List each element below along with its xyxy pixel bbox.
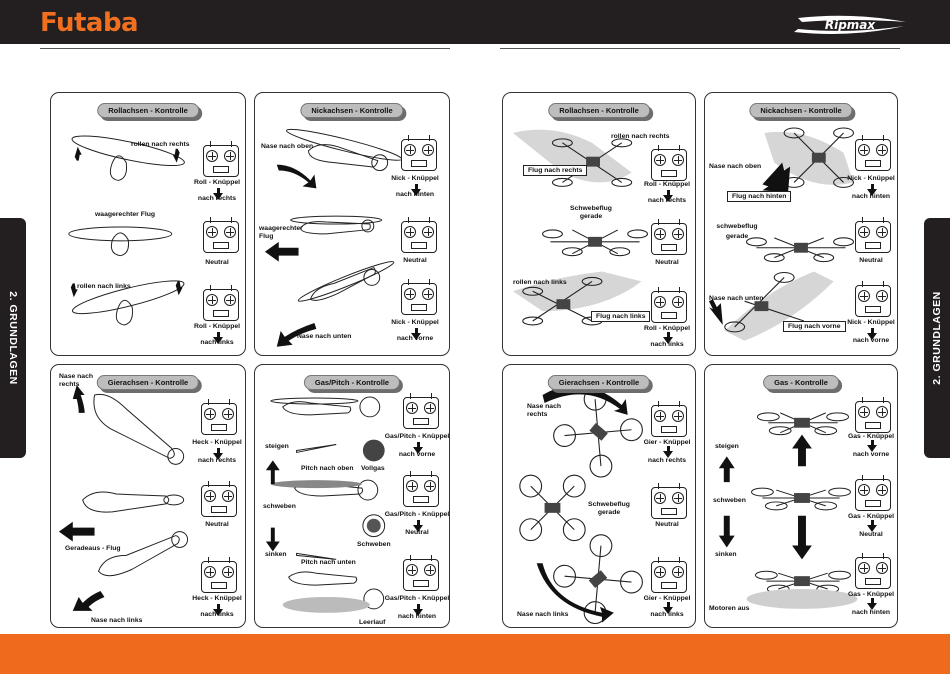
label-nose-down: Nase nach unten <box>297 333 352 340</box>
stick-direction: nach links <box>200 339 234 346</box>
stick-label: Roll - Knüppel <box>193 323 241 330</box>
label-level-flight: waagerechter Flug <box>95 211 156 218</box>
stick-label: Gas/Pitch - Knüppel <box>384 511 450 518</box>
stick-direction: nach vorne <box>852 451 890 458</box>
side-tab-right-label: 2. GRUNDLAGEN <box>931 291 943 385</box>
label-nose-up: Nase nach oben <box>709 163 762 170</box>
panel-heli-roll <box>50 92 246 356</box>
rule-right <box>500 48 900 49</box>
label-nose-up: Nase nach oben <box>261 143 314 150</box>
label-nose-right: Nase nach <box>59 373 94 380</box>
label-hover: schweben <box>263 503 296 510</box>
stick-direction: nach rechts <box>647 197 687 204</box>
label-roll-left: rollen nach links <box>513 279 567 286</box>
transmitter-icon <box>651 561 687 593</box>
panel-heli-throttle <box>254 364 450 628</box>
label-hover-throttle: Schweben <box>357 541 391 548</box>
stick-direction: nach links <box>650 611 684 618</box>
label-full-throttle: Vollgas <box>361 465 385 472</box>
panel-title: Gas/Pitch - Kontrolle <box>304 375 400 390</box>
side-tab-left-label: 2. GRUNDLAGEN <box>7 291 19 385</box>
panel-drone-throttle <box>704 364 898 628</box>
transmitter-icon <box>201 561 237 593</box>
panel-title: Rollachsen - Kontrolle <box>97 103 199 118</box>
panel-title: Nickachsen - Kontrolle <box>749 103 852 118</box>
stick-label: Roll - Knüppel <box>193 179 241 186</box>
stick-label: Nick - Knüppel <box>391 319 439 326</box>
transmitter-icon <box>855 139 891 171</box>
stick-direction: nach links <box>650 341 684 348</box>
stick-label: Gas/Pitch - Knüppel <box>384 595 450 602</box>
transmitter-icon <box>855 401 891 433</box>
label-idle: Leerlauf <box>359 619 386 626</box>
ripmax-logo-text: Ripmax <box>824 18 876 32</box>
label-hover: schweben <box>713 497 746 504</box>
label-hover-straight: Schwebeflug <box>570 205 612 212</box>
transmitter-icon <box>855 479 891 511</box>
label-hover-straight-2: gerade <box>579 213 603 220</box>
transmitter-icon <box>855 285 891 317</box>
label-pitch-down: Pitch nach unten <box>301 559 356 566</box>
transmitter-icon <box>203 221 239 253</box>
stick-direction: Neutral <box>859 531 883 538</box>
panel-drone-pitch <box>704 92 898 356</box>
panel-title: Gierachsen - Kontrolle <box>548 375 650 390</box>
stick-label: Gas - Knüppel <box>847 433 895 440</box>
transmitter-icon <box>403 559 439 591</box>
label-hover-straight-2: gerade <box>725 233 749 240</box>
transmitter-icon <box>855 221 891 253</box>
label-flight-right: Flug nach rechts <box>523 165 587 176</box>
stick-label: Gas/Pitch - Knüppel <box>384 433 450 440</box>
panel-drone-roll <box>502 92 696 356</box>
transmitter-icon <box>651 487 687 519</box>
label-flight-forward: Flug nach vorne <box>783 321 846 332</box>
stick-label: Neutral <box>859 257 883 264</box>
transmitter-icon <box>403 475 439 507</box>
label-level-flight-2: Flug <box>259 233 274 240</box>
stick-label: Neutral <box>205 259 229 266</box>
stick-direction: nach rechts <box>197 457 237 464</box>
panel-heli-pitch <box>254 92 450 356</box>
label-hover-straight: schwebeflug <box>716 223 758 230</box>
stick-label: Neutral <box>655 521 679 528</box>
transmitter-icon <box>401 283 437 315</box>
label-flight-back: Flug nach hinten <box>727 191 791 202</box>
label-roll-right: rollen nach rechts <box>611 133 670 140</box>
stick-label: Gier - Knüppel <box>643 595 691 602</box>
label-motors-off: Motoren aus <box>709 605 750 612</box>
label-descend: sinken <box>265 551 287 558</box>
transmitter-icon <box>201 403 237 435</box>
label-pitch-up: Pitch nach oben <box>301 465 354 472</box>
footer-bar <box>0 634 950 674</box>
rule-left <box>40 48 450 49</box>
ripmax-logo <box>792 14 910 36</box>
label-nose-right: Nase nach <box>527 403 562 410</box>
stick-label: Heck - Knüppel <box>192 595 242 602</box>
label-nose-right-2: rechts <box>527 411 548 418</box>
label-nose-down: Nase nach unten <box>709 295 764 302</box>
label-nose-right-2: rechts <box>59 381 80 388</box>
label-nose-left: Nase nach links <box>517 611 569 618</box>
stick-label: Gas - Knüppel <box>847 513 895 520</box>
transmitter-icon <box>651 149 687 181</box>
header-bar <box>0 0 950 44</box>
futaba-logo: Futaba <box>40 8 139 38</box>
label-roll-left: rollen nach links <box>77 283 131 290</box>
stick-direction: nach vorne <box>852 337 890 344</box>
transmitter-icon <box>401 221 437 253</box>
stick-label: Gas - Knüppel <box>847 591 895 598</box>
stick-label: Neutral <box>655 259 679 266</box>
stick-label: Nick - Knüppel <box>847 319 895 326</box>
label-roll-right: rollen nach rechts <box>131 141 190 148</box>
label-straight-flight: Geradeaus - Flug <box>65 545 121 552</box>
stick-label: Heck - Knüppel <box>192 439 242 446</box>
label-hover-straight-2: gerade <box>597 509 621 516</box>
label-hover-straight: Schwebeflug <box>588 501 630 508</box>
stick-direction: nach links <box>200 611 234 618</box>
stick-label: Roll - Knüppel <box>643 181 691 188</box>
panel-drone-yaw <box>502 364 696 628</box>
transmitter-icon <box>201 485 237 517</box>
label-level-flight: waagerechter <box>259 225 303 232</box>
stick-label: Neutral <box>205 521 229 528</box>
transmitter-icon <box>651 405 687 437</box>
transmitter-icon <box>651 223 687 255</box>
stick-direction: nach rechts <box>197 195 237 202</box>
stick-direction: nach vorne <box>396 335 434 342</box>
stick-direction: nach vorne <box>398 451 436 458</box>
panel-title: Gas - Kontrolle <box>763 375 839 390</box>
panel-heli-yaw <box>50 364 246 628</box>
stick-direction: nach hinten <box>851 193 891 200</box>
label-flight-left: Flug nach links <box>591 311 650 322</box>
stick-direction: nach hinten <box>395 191 435 198</box>
panel-title: Nickachsen - Kontrolle <box>300 103 403 118</box>
side-tab-right <box>924 218 950 458</box>
stick-label: Nick - Knüppel <box>391 175 439 182</box>
transmitter-icon <box>651 291 687 323</box>
transmitter-icon <box>401 139 437 171</box>
stick-direction: nach hinten <box>397 613 437 620</box>
transmitter-icon <box>203 145 239 177</box>
transmitter-icon <box>403 397 439 429</box>
stick-direction: nach hinten <box>851 609 891 616</box>
label-climb: steigen <box>265 443 289 450</box>
label-descend: sinken <box>715 551 737 558</box>
transmitter-icon <box>855 557 891 589</box>
stick-direction: Neutral <box>405 529 429 536</box>
panel-title: Gierachsen - Kontrolle <box>97 375 199 390</box>
transmitter-icon <box>203 289 239 321</box>
stick-direction: nach rechts <box>647 457 687 464</box>
label-nose-left: Nase nach links <box>91 617 143 624</box>
stick-label: Gier - Knüppel <box>643 439 691 446</box>
stick-label: Neutral <box>403 257 427 264</box>
stick-label: Roll - Knüppel <box>643 325 691 332</box>
panel-title: Rollachsen - Kontrolle <box>548 103 650 118</box>
label-climb: steigen <box>715 443 739 450</box>
stick-label: Nick - Knüppel <box>847 175 895 182</box>
side-tab-left <box>0 218 26 458</box>
